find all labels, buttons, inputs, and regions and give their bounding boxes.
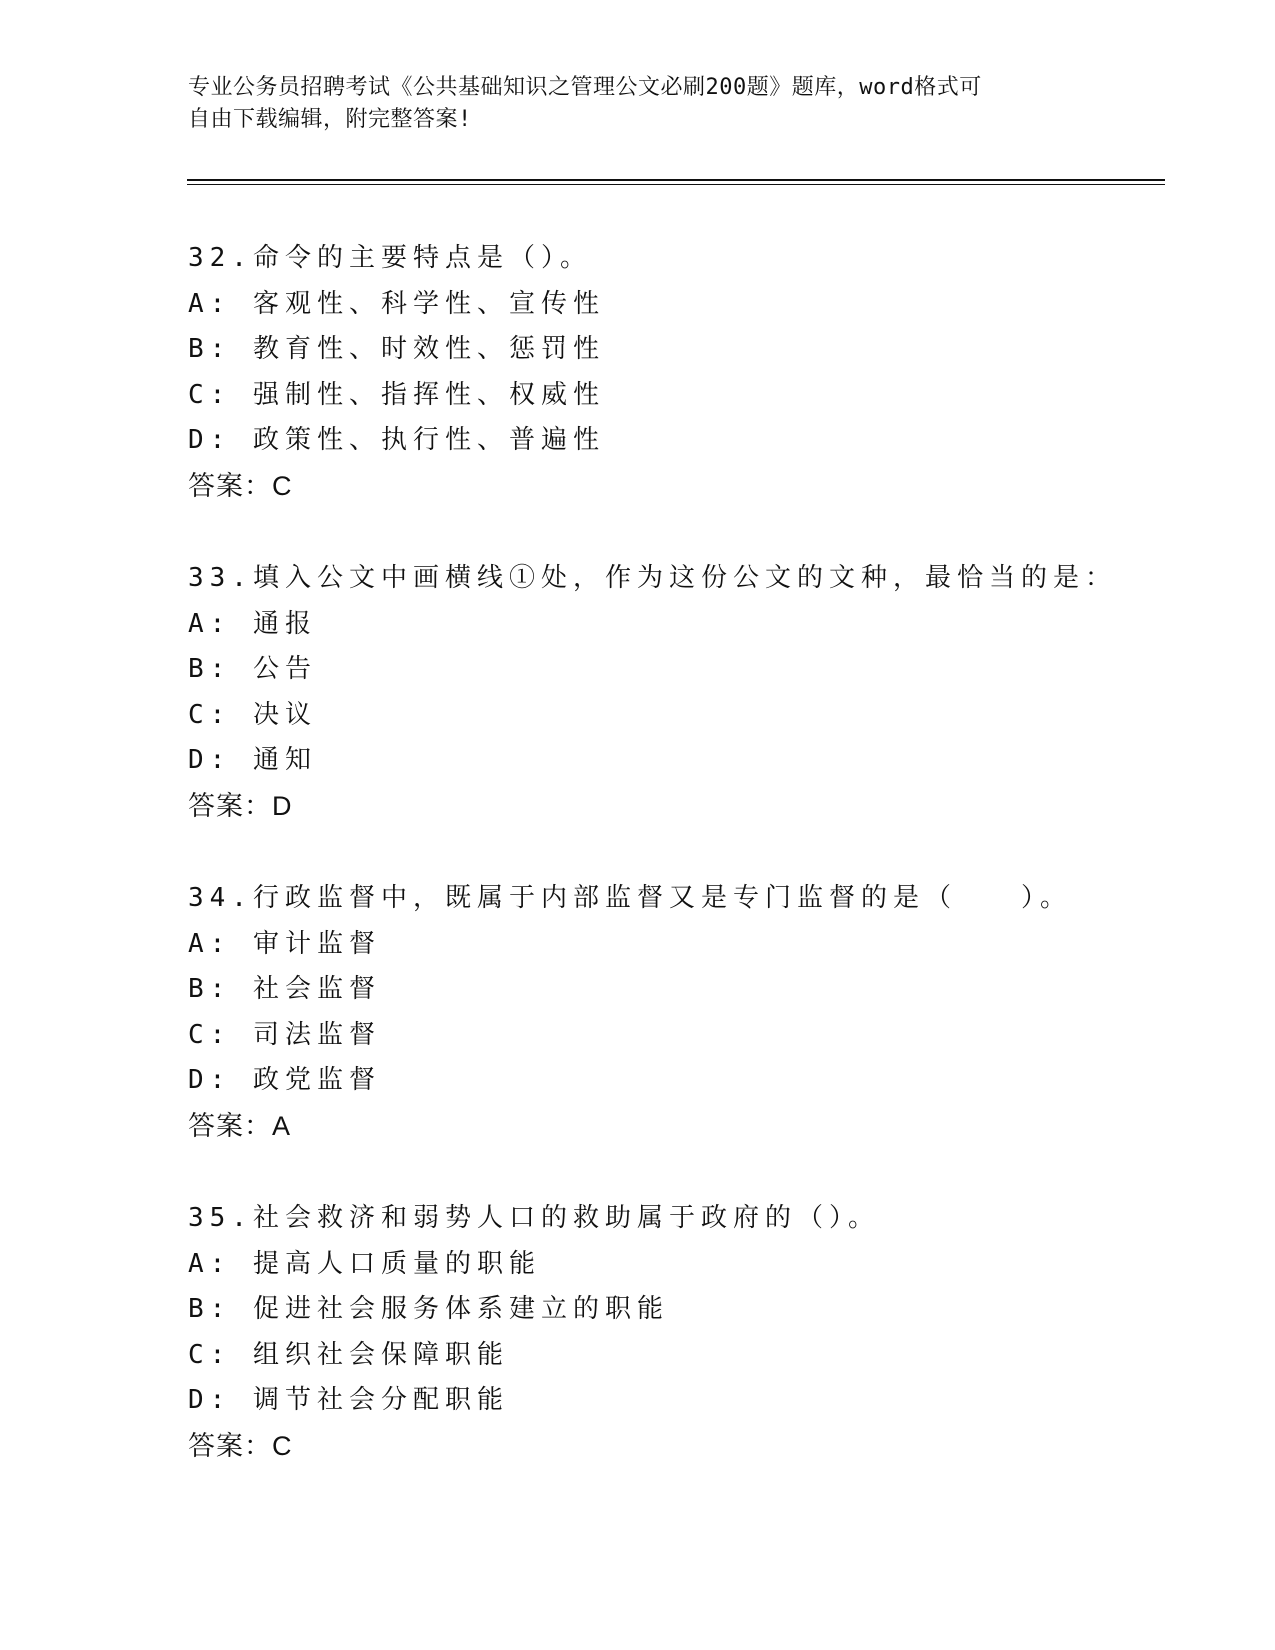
option-b: B: 教育性、时效性、惩罚性	[188, 334, 605, 364]
option-c: C: 司法监督	[188, 1019, 381, 1050]
answer-line: 答案：C	[188, 470, 293, 501]
option-c: C: 决议	[188, 699, 317, 730]
option-a: A: 客观性、科学性、宣传性	[188, 288, 605, 319]
option-d: D: 调节社会分配职能	[188, 1385, 509, 1415]
document-header	[188, 72, 1088, 136]
question-stem: 33.填入公文中画横线①处，作为这份公文的文种，最恰当的是：	[188, 563, 1117, 593]
question-stem: 35.社会救济和弱势人口的救助属于政府的（）。	[188, 1203, 880, 1233]
option-c: C: 强制性、指挥性、权威性	[188, 379, 605, 410]
option-d: D: 政策性、执行性、普遍性	[188, 425, 605, 455]
header-line-2: 自由下载编辑，附完整答案!	[188, 107, 472, 132]
header-divider-thin	[187, 184, 1165, 185]
option-a: A: 审计监督	[188, 928, 381, 959]
header-divider-thick	[187, 179, 1165, 181]
option-d: D: 通知	[188, 745, 317, 775]
question-34	[188, 876, 1168, 1149]
question-32	[188, 236, 1168, 509]
question-stem: 32.命令的主要特点是（）。	[188, 243, 592, 273]
question-33	[188, 556, 1168, 829]
option-b: B: 公告	[188, 654, 317, 684]
option-b: B: 社会监督	[188, 974, 381, 1004]
option-d: D: 政党监督	[188, 1065, 381, 1095]
option-c: C: 组织社会保障职能	[188, 1339, 509, 1370]
option-a: A: 通报	[188, 608, 317, 639]
header-line-1: 专业公务员招聘考试《公共基础知识之管理公文必刷200题》题库，word格式可	[188, 75, 982, 100]
answer-line: 答案：D	[188, 790, 293, 821]
option-a: A: 提高人口质量的职能	[188, 1248, 541, 1279]
answer-line: 答案：A	[188, 1110, 292, 1141]
question-stem: 34.行政监督中，既属于内部监督又是专门监督的是（ ）。	[188, 883, 1072, 913]
answer-line: 答案：C	[188, 1430, 293, 1461]
question-list	[188, 236, 1168, 1516]
question-35	[188, 1196, 1168, 1469]
option-b: B: 促进社会服务体系建立的职能	[188, 1294, 669, 1324]
